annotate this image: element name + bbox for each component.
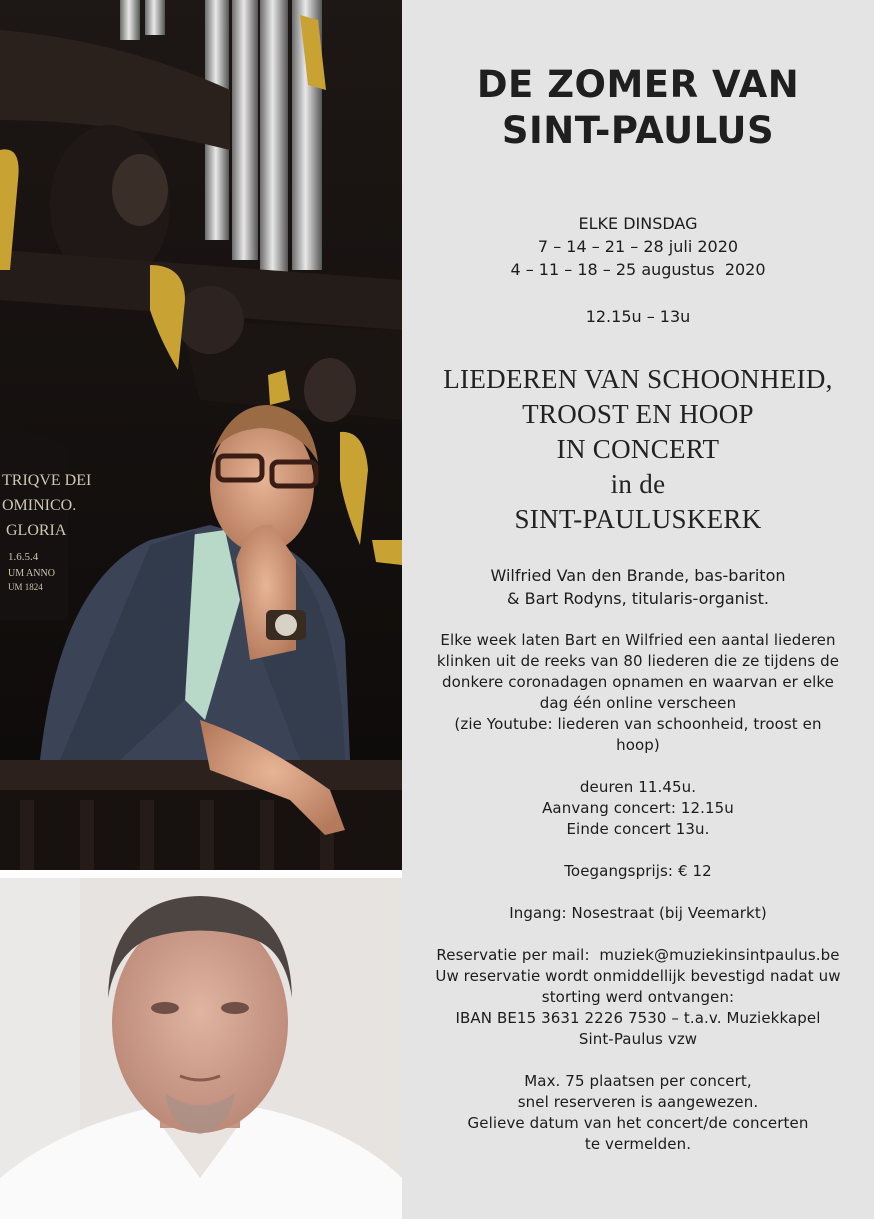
schedule-day: ELKE DINSDAG xyxy=(578,214,698,233)
description-line: klinken uit de reeks van 80 liederen die ze tijdens de xyxy=(436,652,840,670)
flyer-text xyxy=(402,0,874,1219)
svg-text:UM 1824: UM 1824 xyxy=(8,582,43,592)
reservation-email: Reservatie per mail: muziek@muziekinsintpaulus.be xyxy=(436,946,840,964)
description-line: Elke week laten Bart en Wilfried een aantal liederen xyxy=(440,631,836,649)
ticket-price: Toegangsprijs: € 12 xyxy=(564,862,712,880)
concert-details xyxy=(422,630,854,1155)
reservation-line: storting werd ontvangen: xyxy=(541,988,735,1006)
svg-text:OMINICO.: OMINICO. xyxy=(2,497,77,514)
organist-portrait-photo xyxy=(0,878,402,1219)
schedule-august: 4 – 11 – 18 – 25 augustus 2020 xyxy=(510,260,766,279)
entrance-info: Ingang: Nosestraat (bij Veemarkt) xyxy=(509,904,767,922)
end-time: Einde concert 13u. xyxy=(566,820,710,838)
svg-text:GLORIA: GLORIA xyxy=(6,522,67,539)
performers: Wilfried Van den Brande, bas-bariton & Bart Rodyns, titularis-organist. xyxy=(490,566,786,608)
svg-text:UM ANNO: UM ANNO xyxy=(8,568,55,579)
schedule-july: 7 – 14 – 21 – 28 juli 2020 xyxy=(537,237,739,256)
notes-line: snel reserveren is aangewezen. xyxy=(517,1093,759,1111)
notes-line: Max. 75 plaatsen per concert, xyxy=(524,1072,752,1090)
description-line: donkere coronadagen opnamen en waarvan er elke xyxy=(441,673,834,691)
concert-title: LIEDEREN VAN SCHOONHEID, TROOST EN HOOP IN CONCERT in de SINT-PAULUSKERK xyxy=(443,364,833,534)
schedule-dates xyxy=(402,212,874,281)
reservation-line: Uw reservatie wordt onmiddellijk bevestigd nadat uw xyxy=(435,967,841,985)
svg-text:TRIQVE DEI: TRIQVE DEI xyxy=(2,472,92,489)
photo-column xyxy=(0,0,402,1219)
iban-line: IBAN BE15 3631 2226 7530 – t.a.v. Muziekkapel xyxy=(455,1009,821,1027)
doors-time: deuren 11.45u. xyxy=(579,778,697,796)
notes-line: te vermelden. xyxy=(584,1135,692,1153)
reservation-line: Sint-Paulus vzw xyxy=(578,1030,698,1048)
description-line: hoop) xyxy=(616,736,660,754)
start-time: Aanvang concert: 12.15u xyxy=(542,799,734,817)
description-line: dag één online verscheen xyxy=(539,694,737,712)
description-line: (zie Youtube: liederen van schoonheid, troost en xyxy=(454,715,822,733)
page-title: DE ZOMER VAN SINT-PAULUS xyxy=(476,63,800,152)
organ-singer-photo xyxy=(0,0,402,870)
svg-text:1.6.5.4: 1.6.5.4 xyxy=(8,551,39,563)
notes-line: Gelieve datum van het concert/de concerten xyxy=(467,1114,809,1132)
schedule-time: 12.15u – 13u xyxy=(585,307,691,326)
